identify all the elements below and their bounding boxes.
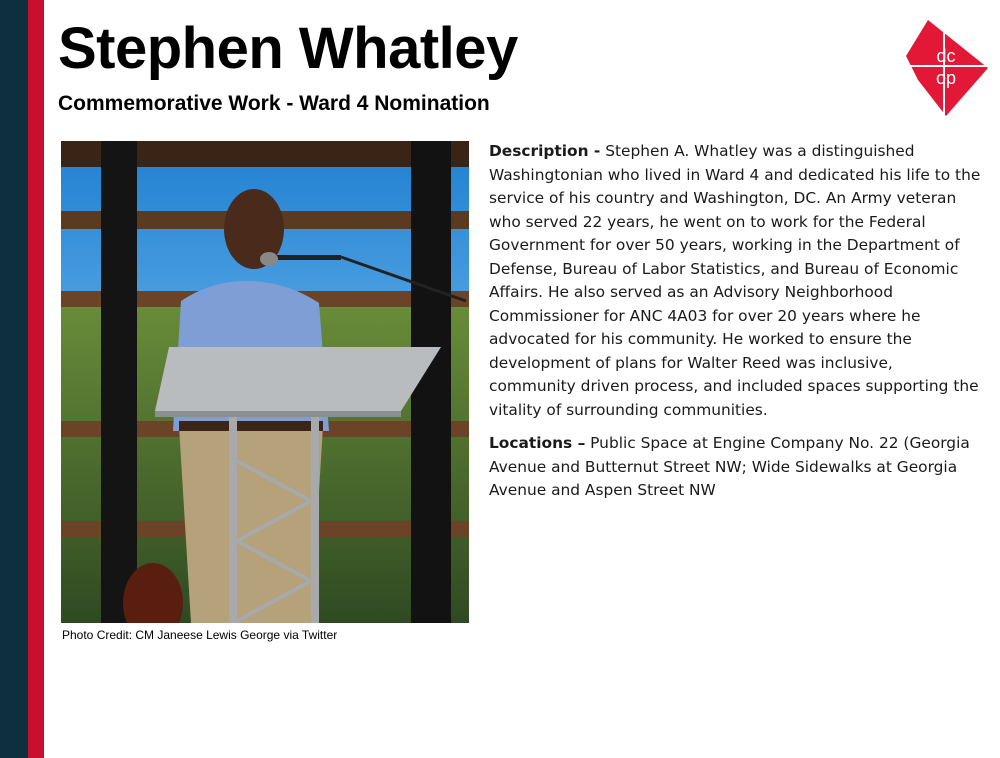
description-paragraph (489, 140, 984, 422)
portrait-photo (61, 141, 469, 623)
description-text: Stephen A. Whatley was a distinguished Washingtonian who lived in Ward 4 and dedicated his life to the service of his country and Washington, DC. An Army veteran who served 22 years, he went on to work for the Federal Government for over 50 years, working in the Department of Defense, Bureau of Labor Statistics, and Bureau of Economic Affairs. He also served as an Advisory Neighborhood Commissioner for ANC 4A03 for over 20 years where he advocated for his community. He worked to ensure the development of plans for Walter Reed was inclusive, community driven process, and included spaces supporting the vitality of surrounding communities. (489, 142, 981, 419)
sidebar-dark-stripe (0, 0, 28, 758)
dcop-logo (906, 20, 988, 116)
description-block (489, 140, 984, 513)
locations-text: Public Space at Engine Company No. 22 (Georgia Avenue and Butternut Street NW; Wide Sidewalks at Georgia Avenue and Aspen Street NW (489, 434, 970, 499)
logo-text-bottom: op (935, 68, 957, 88)
page-title: Stephen Whatley (58, 16, 518, 81)
locations-label: Locations – (489, 434, 586, 452)
photo-credit: Photo Credit: CM Janeese Lewis George via Twitter (62, 628, 338, 642)
locations-paragraph (489, 432, 984, 503)
description-label: Description - (489, 142, 601, 160)
logo-text-top: dc (936, 46, 956, 66)
page-subtitle: Commemorative Work - Ward 4 Nomination (58, 92, 490, 115)
sidebar-red-stripe (28, 0, 44, 758)
